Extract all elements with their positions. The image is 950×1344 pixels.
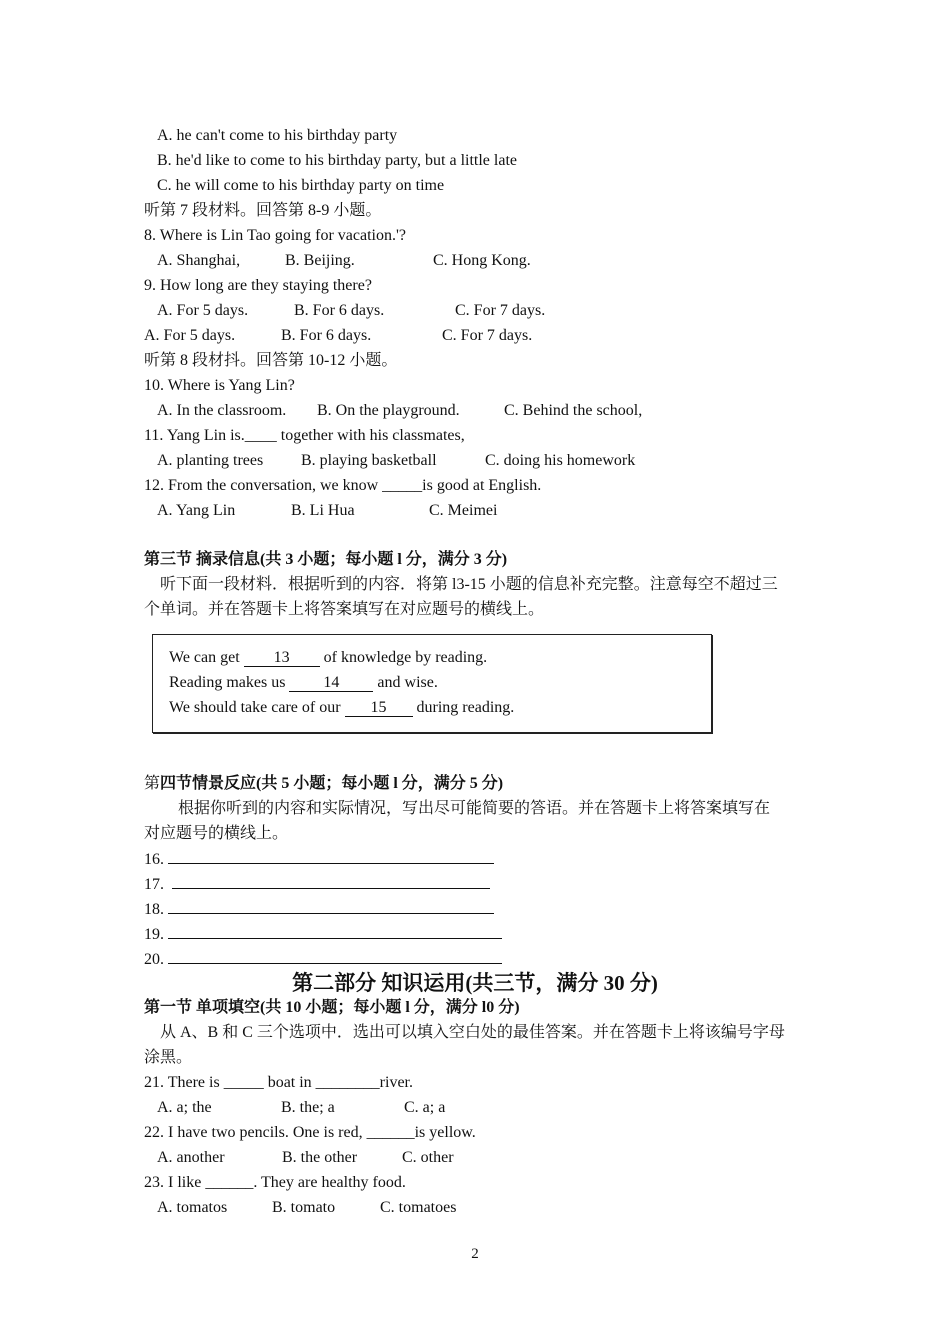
info-line-14 (169, 673, 438, 693)
q9-option-a: A. For 5 days. (157, 302, 249, 319)
section4-instruction-2: 对应题号的横线上。 (144, 825, 289, 842)
page-number: 2 (471, 1246, 479, 1262)
q22-option-a: A. another (157, 1149, 225, 1166)
material7-intro: 听第 7 段材料。回答第 8-9 小题。 (144, 202, 382, 219)
answer-label-20: 20. (144, 951, 164, 968)
part2-instruction-2: 涂黑。 (144, 1049, 193, 1066)
section4-heading-prefix: 第 (144, 775, 161, 792)
answer-line-18 (144, 899, 494, 920)
answer-rule-19[interactable] (168, 924, 502, 939)
q8-stem: 8. Where is Lin Tao going for vacation.'? (144, 227, 406, 244)
section3-instruction-2: 个单词。并在答题卡上将答案填写在对应题号的横线上。 (144, 601, 545, 618)
q9-stem: 9. How long are they staying there? (144, 277, 372, 294)
info-line-15 (169, 698, 514, 718)
section4-heading (144, 774, 503, 794)
q12-options (157, 501, 577, 521)
info-line-15-post: during reading. (412, 699, 515, 716)
section4-instruction-1: 根据你听到的内容和实际情况，写出尽可能简要的答语。并在答题卡上将答案填写在 (178, 800, 771, 817)
blank-14: 14 (289, 674, 373, 692)
q7-option-b: B. he'd like to come to his birthday party, but a little late (157, 152, 517, 169)
section3-heading: 第三节 摘录信息(共 3 小题；每小题 l 分，满分 3 分) (144, 551, 508, 568)
q22-options (157, 1148, 577, 1168)
q10-stem: 10. Where is Yang Lin? (144, 377, 295, 394)
q10-options (157, 401, 677, 421)
section4-heading-bold: 四节情景反应(共 5 小题；每小题 l 分，满分 5 分) (160, 775, 504, 792)
q23-option-b: B. tomato (272, 1199, 336, 1216)
info-line-15-pre: We should take care of our (169, 699, 345, 716)
q7-option-a: A. he can't come to his birthday party (157, 127, 398, 144)
q21-stem: 21. There is _____ boat in ________river. (144, 1074, 413, 1091)
answer-line-17 (144, 874, 490, 895)
q10-option-a: A. In the classroom. (157, 402, 287, 419)
q11-options (157, 451, 677, 471)
info-box (152, 634, 712, 733)
info-line-13-pre: We can get (169, 649, 244, 666)
q22-stem: 22. I have two pencils. One is red, ______is yellow. (144, 1124, 476, 1141)
q12-option-a: A. Yang Lin (157, 502, 236, 519)
q11-option-a: A. planting trees (157, 452, 264, 469)
answer-line-16 (144, 849, 494, 870)
q22-option-c: C. other (402, 1149, 454, 1166)
part2-section1-heading: 第一节 单项填空(共 10 小题；每小题 l 分，满分 l0 分) (144, 999, 520, 1016)
info-line-13 (169, 648, 487, 668)
answer-line-19 (144, 924, 502, 945)
info-line-14-post: and wise. (373, 674, 438, 691)
q11-option-c: C. doing his homework (485, 452, 636, 469)
q21-option-b: B. the; a (281, 1099, 335, 1116)
q23-stem: 23. I like ______. They are healthy food. (144, 1174, 406, 1191)
part2-title: 第二部分 知识运用(共三节，满分 30 分) (292, 971, 658, 995)
q9-repeat-option-c: C. For 7 days. (442, 327, 533, 344)
answer-label-18: 18. (144, 901, 164, 918)
answer-rule-18[interactable] (168, 899, 494, 914)
q12-stem: 12. From the conversation, we know _____is good at English. (144, 477, 542, 494)
q21-option-a: A. a; the (157, 1099, 212, 1116)
q9-options (157, 301, 577, 321)
answer-label-16: 16. (144, 851, 164, 868)
q23-option-a: A. tomatos (157, 1199, 228, 1216)
q22-option-b: B. the other (282, 1149, 358, 1166)
answer-label-17: 17. (144, 876, 164, 893)
q9-option-b: B. For 6 days. (294, 302, 385, 319)
q23-option-c: C. tomatoes (380, 1199, 457, 1216)
q12-option-b: B. Li Hua (291, 502, 355, 519)
answer-label-19: 19. (144, 926, 164, 943)
q21-options (157, 1098, 577, 1118)
answer-line-20 (144, 949, 502, 970)
info-line-14-pre: Reading makes us (169, 674, 290, 691)
section3-instruction-1: 听下面一段材料．根据听到的内容．将第 l3-15 小题的信息补充完整。注意每空不超过三 (160, 576, 778, 593)
q9-option-c: C. For 7 days. (455, 302, 546, 319)
q7-option-c: C. he will come to his birthday party on time (157, 177, 445, 194)
q10-option-b: B. On the playground. (317, 402, 460, 419)
q9-repeat-option-a: A. For 5 days. (144, 327, 236, 344)
q23-options (157, 1198, 577, 1218)
q9-options-repeat (144, 326, 564, 346)
blank-13: 13 (244, 649, 320, 667)
answer-rule-16[interactable] (168, 849, 494, 864)
info-line-13-post: of knowledge by reading. (319, 649, 488, 666)
answer-rule-20[interactable] (168, 949, 502, 964)
part2-instruction-1: 从 A、B 和 C 三个选项中．选出可以填入空白处的最佳答案。并在答题卡上将该编号字母 (160, 1024, 785, 1041)
material8-intro: 听第 8 段材抖。回答第 10-12 小题。 (144, 352, 398, 369)
blank-15: 15 (345, 699, 413, 717)
q21-option-c: C. a; a (404, 1099, 446, 1116)
q10-option-c: C. Behind the school, (504, 402, 643, 419)
q8-option-b: B. Beijing. (285, 252, 355, 269)
q8-option-c: C. Hong Kong. (433, 252, 531, 269)
q8-options (157, 251, 577, 271)
answer-rule-17[interactable] (172, 874, 490, 889)
q9-repeat-option-b: B. For 6 days. (281, 327, 372, 344)
q8-option-a: A. Shanghai, (157, 252, 241, 269)
q12-option-c: C. Meimei (429, 502, 498, 519)
q11-stem: 11. Yang Lin is.____ together with his classmates, (144, 427, 465, 444)
q11-option-b: B. playing basketball (301, 452, 437, 469)
